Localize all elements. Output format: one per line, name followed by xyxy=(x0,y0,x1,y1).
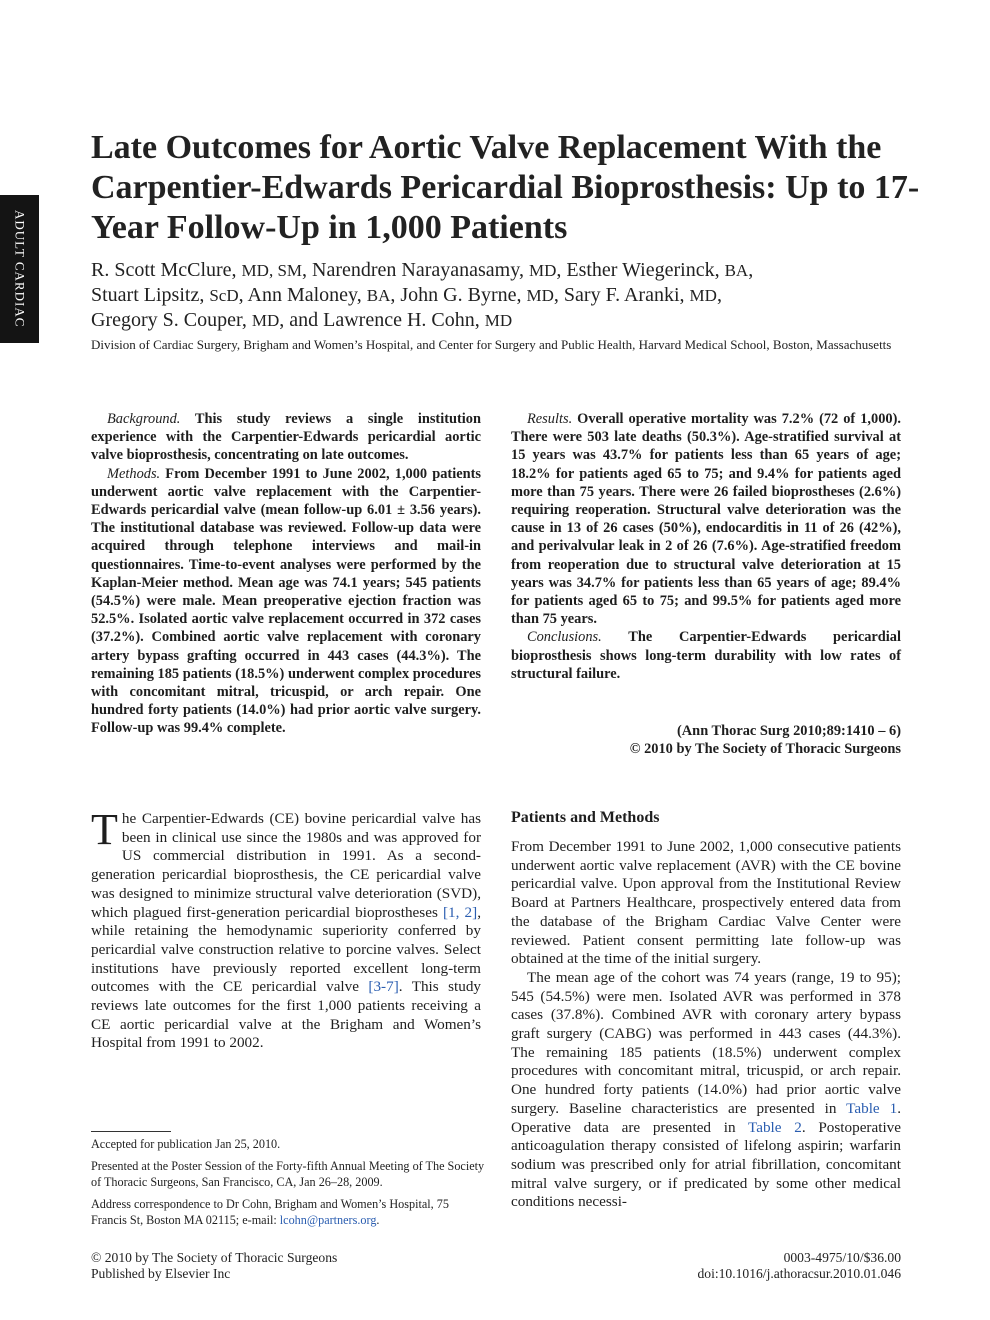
abstract-conclusions-label: Conclusions. xyxy=(527,629,602,646)
author-name: Gregory S. Couper xyxy=(91,309,242,331)
introduction-text: The Carpentier-Edwards (CE) bovine pericardial valve has been in clinical use since the 1980s and was approved for US commercial distribution in 1991. As a second-generation pericardial bioprosthesis, the CE pericardial valve was designed to minimize structural valve deterioration (SVD), which plagued first-generation pericardial bioprostheses [1, 2], while retaining the hemodynamic superiority conferred by pericardial valve construction relative to porcine valves. Select institutions have previously reported excellent long-term outcomes with the CE pericardial valve [3-7]. This study reviews late outcomes for the first 1,000 patients receiving a CE aortic pericardial valve at the Brigham and Women’s Hospital from 1991 to 2002. xyxy=(91,805,482,1052)
author-degree: MD, SM xyxy=(241,261,303,280)
abstract-background: Background. This study reviews a single institution experience with the Carpentier-Edwards pericardial aortic valve bioprosthesis, concentrating on late outcomes. xyxy=(91,411,481,464)
author-name: R. Scott McClure xyxy=(91,259,232,281)
author-degree: ScD xyxy=(209,286,239,305)
abstract-results: Results. Overall operative mortality was 7.2% (72 of 1,000). There were 503 late deaths (50.3%). Age-stratified survival at 15 years was 43.7% for patients less than 65 years of age; 18.2% for patients aged 65 to 75; and 9.4% for patients aged more than 75 years. There were 26 failed bioprostheses (2.6%) requiring reoperation. Structural valve deterioration was the cause in 13 of 26 cases (50%), endocarditis in 11 of 26 (42%), and perivalvular leak in 2 of 26 (7.6%). Age-stratified freedom from reoperation due to structural valve deterioration at 15 years was 34.7% for patients less than 65 years of age; 89.4% for patients aged 65 to 75; and 99.5% for patients aged more than 75 years. xyxy=(511,411,901,628)
section-side-tab xyxy=(0,195,39,343)
article-title: Late Outcomes for Aortic Valve Replacement With the Carpentier-Edwards Pericardial Bioprosthesis: Up to 17-Year Follow-Up in 1,000 Patients xyxy=(91,129,920,246)
author-degree: BA xyxy=(724,261,749,280)
drop-cap: T xyxy=(91,805,118,854)
footer-publisher: Published by Elsevier Inc xyxy=(91,1266,231,1281)
affiliation: Division of Cardiac Surgery, Brigham and Women’s Hospital, and Center for Surgery and Public Health, Harvard Medical School, Boston, Massachusetts xyxy=(91,337,892,352)
footnote-address: Address correspondence to Dr Cohn, Brigham and Women’s Hospital, 75 Francis St, Boston MA 02115; e-mail: lcohn@partners.org. xyxy=(91,1197,449,1227)
author-degree: MD xyxy=(689,286,717,305)
footnotes xyxy=(91,1136,486,1234)
table-1-link[interactable]: Table 1 xyxy=(846,1099,898,1117)
author-name: Ann Maloney xyxy=(247,284,357,306)
abstract-right-column xyxy=(511,410,901,683)
abstract-results-label: Results. xyxy=(527,411,573,427)
footer-copyright: © 2010 by The Society of Thoracic Surgeons xyxy=(91,1250,338,1265)
author-degree: MD xyxy=(251,311,280,330)
author-degree: MD xyxy=(484,311,513,330)
footnote-divider xyxy=(91,1131,171,1132)
author-degree: MD xyxy=(528,261,557,280)
section-heading: Patients and Methods xyxy=(511,809,660,826)
footer-issn: 0003-4975/10/$36.00 xyxy=(783,1250,901,1265)
author-list: R. Scott McClure, MD, SM, Narendren Narayanasamy, MD, Esther Wiegerinck, BA, Stuart Lipsitz, ScD, Ann Maloney, BA, John G. Byrne, MD, Sary F. Aranki, MD, Gregory S. Couper, MD, and Lawrence H. Cohn, MD xyxy=(91,259,754,331)
author-name: Stuart Lipsitz xyxy=(91,284,200,306)
author-name: Esther Wiegerinck xyxy=(566,259,715,281)
author-name: Narendren Narayanasamy xyxy=(312,259,519,281)
abstract-methods: Methods. From December 1991 to June 2002, 1,000 patients underwent aortic valve replacement with the Carpentier-Edwards pericardial valve (mean follow-up 6.01 ± 3.56 years). The institutional database was reviewed. Follow-up data were acquired through telephone interviews and mail-in questionnaires. Time-to-event analyses were performed by the Kaplan-Meier method. Mean age was 74.1 years; 545 patients (54.5%) were male. Mean preoperative ejection fraction was 52.5%. Isolated aortic valve replacement occurred in 372 cases (37.2%). Combined aortic valve replacement with coronary artery bypass grafting occurred in 443 cases (44.3%). The remaining 185 patients (18.5%) underwent complex procedures with concomitant mitral, tricuspid, or arch repair. One hundred forty patients (14.0%) had prior aortic valve surgery. Follow-up was 99.4% complete. xyxy=(91,465,481,737)
footer-right xyxy=(560,1250,901,1282)
abstract-methods-label: Methods. xyxy=(107,465,161,482)
abstract-background-label: Background. xyxy=(107,411,181,427)
table-2-link[interactable]: Table 2 xyxy=(748,1118,802,1136)
journal-citation: (Ann Thorac Surg 2010;89:1410 – 6) xyxy=(677,723,901,739)
patients-methods-section xyxy=(511,808,901,1212)
reference-link[interactable]: [3-7] xyxy=(368,978,399,996)
footer-left xyxy=(91,1250,471,1282)
author-degree: MD xyxy=(526,286,554,305)
side-tab-label: ADULT CARDIAC xyxy=(12,210,28,328)
footnote-presented: Presented at the Poster Session of the Forty-fifth Annual Meeting of The Society of Thoracic Surgeons, San Francisco, CA, Jan 26–28, 2009. xyxy=(91,1159,485,1189)
abstract-copyright: © 2010 by The Society of Thoracic Surgeons xyxy=(629,741,901,757)
footer-doi: doi:10.1016/j.athoracsur.2010.01.046 xyxy=(697,1266,901,1281)
author-name: Lawrence H. Cohn xyxy=(323,309,475,331)
author-degree: BA xyxy=(366,286,391,305)
reference-link[interactable]: [1, 2] xyxy=(442,903,478,921)
paragraph: From December 1991 to June 2002, 1,000 consecutive patients underwent aortic valve replacement (AVR) with the CE bovine pericardial valve. Upon approval from the Institutional Review Board at Partners Healthcare, prospectively entered data from the database of the Brigham Cardiac Valve Center were reviewed. Patient consent permitting late follow-up was obtained at the time of the initial surgery. xyxy=(511,838,901,968)
footnote-accepted: Accepted for publication Jan 25, 2010. xyxy=(91,1137,281,1151)
abstract-left-column xyxy=(91,410,481,738)
paragraph: The mean age of the cohort was 74 years (range, 19 to 95); 545 (54.5%) were men. Isolated AVR was performed in 378 cases (37.8%). Combined AVR with coronary artery bypass graft surgery (CABG) was performed in 443 cases (44.3%). The remaining 185 patients (18.5%) underwent complex procedures with concomitant mitral, tricuspid, or arch repair. One hundred forty patients (14.0%) had prior aortic valve surgery. Baseline characteristics are presented in Table 1. Operative data are presented in Table 2. Postoperative anticoagulation therapy consisted of lifelong aspirin; warfarin sodium was prescribed only for atrial fibrillation, concomitant mitral valve surgery, or if predicated by some other medical conditions necessi- xyxy=(511,968,902,1211)
author-name: John G. Byrne xyxy=(400,284,517,306)
author-name: Sary F. Aranki xyxy=(563,284,680,306)
abstract-conclusions: Conclusions. The Carpentier-Edwards pericardial bioprosthesis shows long-term durability with low rates of structural failure. xyxy=(511,629,901,682)
email-link[interactable]: lcohn@partners.org xyxy=(279,1213,377,1227)
